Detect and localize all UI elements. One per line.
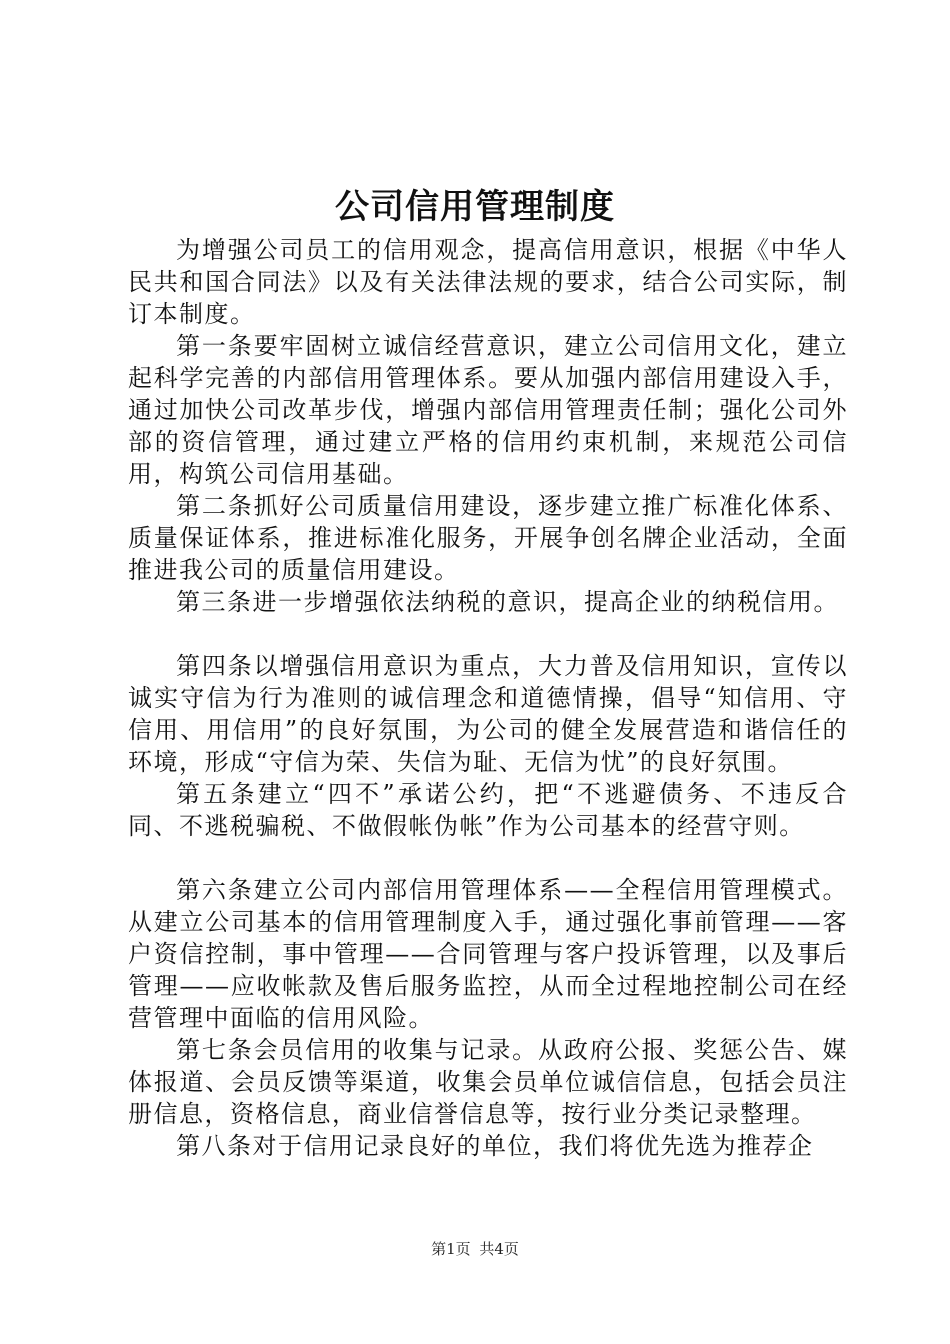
- paragraph-article-6: 第六条建立公司内部信用管理体系——全程信用管理模式。从建立公司基本的信用管理制度入手，通过强化事前管理——客户资信控制，事中管理——合同管理与客户投诉管理，以及事后管理——应收帐款及售后服务监控，从而全过程地控制公司在经营管理中面临的信用风险。: [128, 876, 848, 1032]
- document-title: 公司信用管理制度: [335, 187, 615, 227]
- paragraph-article-8: 第八条对于信用记录良好的单位，我们将优先选为推荐企: [176, 1132, 814, 1160]
- paragraph-article-7: 第七条会员信用的收集与记录。从政府公报、奖惩公告、媒体报道、会员反馈等渠道，收集会员单位诚信信息，包括会员注册信息，资格信息，商业信誉信息等，按行业分类记录整理。: [128, 1036, 848, 1128]
- page-number-footer: 第1页 共4页: [431, 1240, 519, 1258]
- document-body: [128, 234, 848, 1162]
- paragraph-article-5: 第五条建立“四不”承诺公约，把“不逃避债务、不违反合同、不逃税骗税、不做假帐伪帐”作为公司基本的经营守则。: [128, 780, 848, 840]
- paragraph-intro: 为增强公司员工的信用观念，提高信用意识，根据《中华人民共和国合同法》以及有关法律法规的要求，结合公司实际，制订本制度。: [128, 236, 848, 328]
- paragraph-article-3: 第三条进一步增强依法纳税的意识，提高企业的纳税信用。: [176, 588, 839, 616]
- paragraph-article-2: 第二条抓好公司质量信用建设，逐步建立推广标准化体系、质量保证体系，推进标准化服务，开展争创名牌企业活动，全面推进我公司的质量信用建设。: [128, 492, 848, 584]
- paragraph-article-4: 第四条以增强信用意识为重点，大力普及信用知识，宣传以诚实守信为行为准则的诚信理念和道德情操，倡导“知信用、守信用、用信用”的良好氛围，为公司的健全发展营造和谐信任的环境，形成“守信为荣、失信为耻、无信为忧”的良好氛围。: [128, 652, 848, 776]
- paragraph-article-1: 第一条要牢固树立诚信经营意识，建立公司信用文化，建立起科学完善的内部信用管理体系。要从加强内部信用建设入手，通过加快公司改革步伐，增强内部信用管理责任制；强化公司外部的资信管理，通过建立严格的信用约束机制，来规范公司信用，构筑公司信用基础。: [128, 332, 848, 488]
